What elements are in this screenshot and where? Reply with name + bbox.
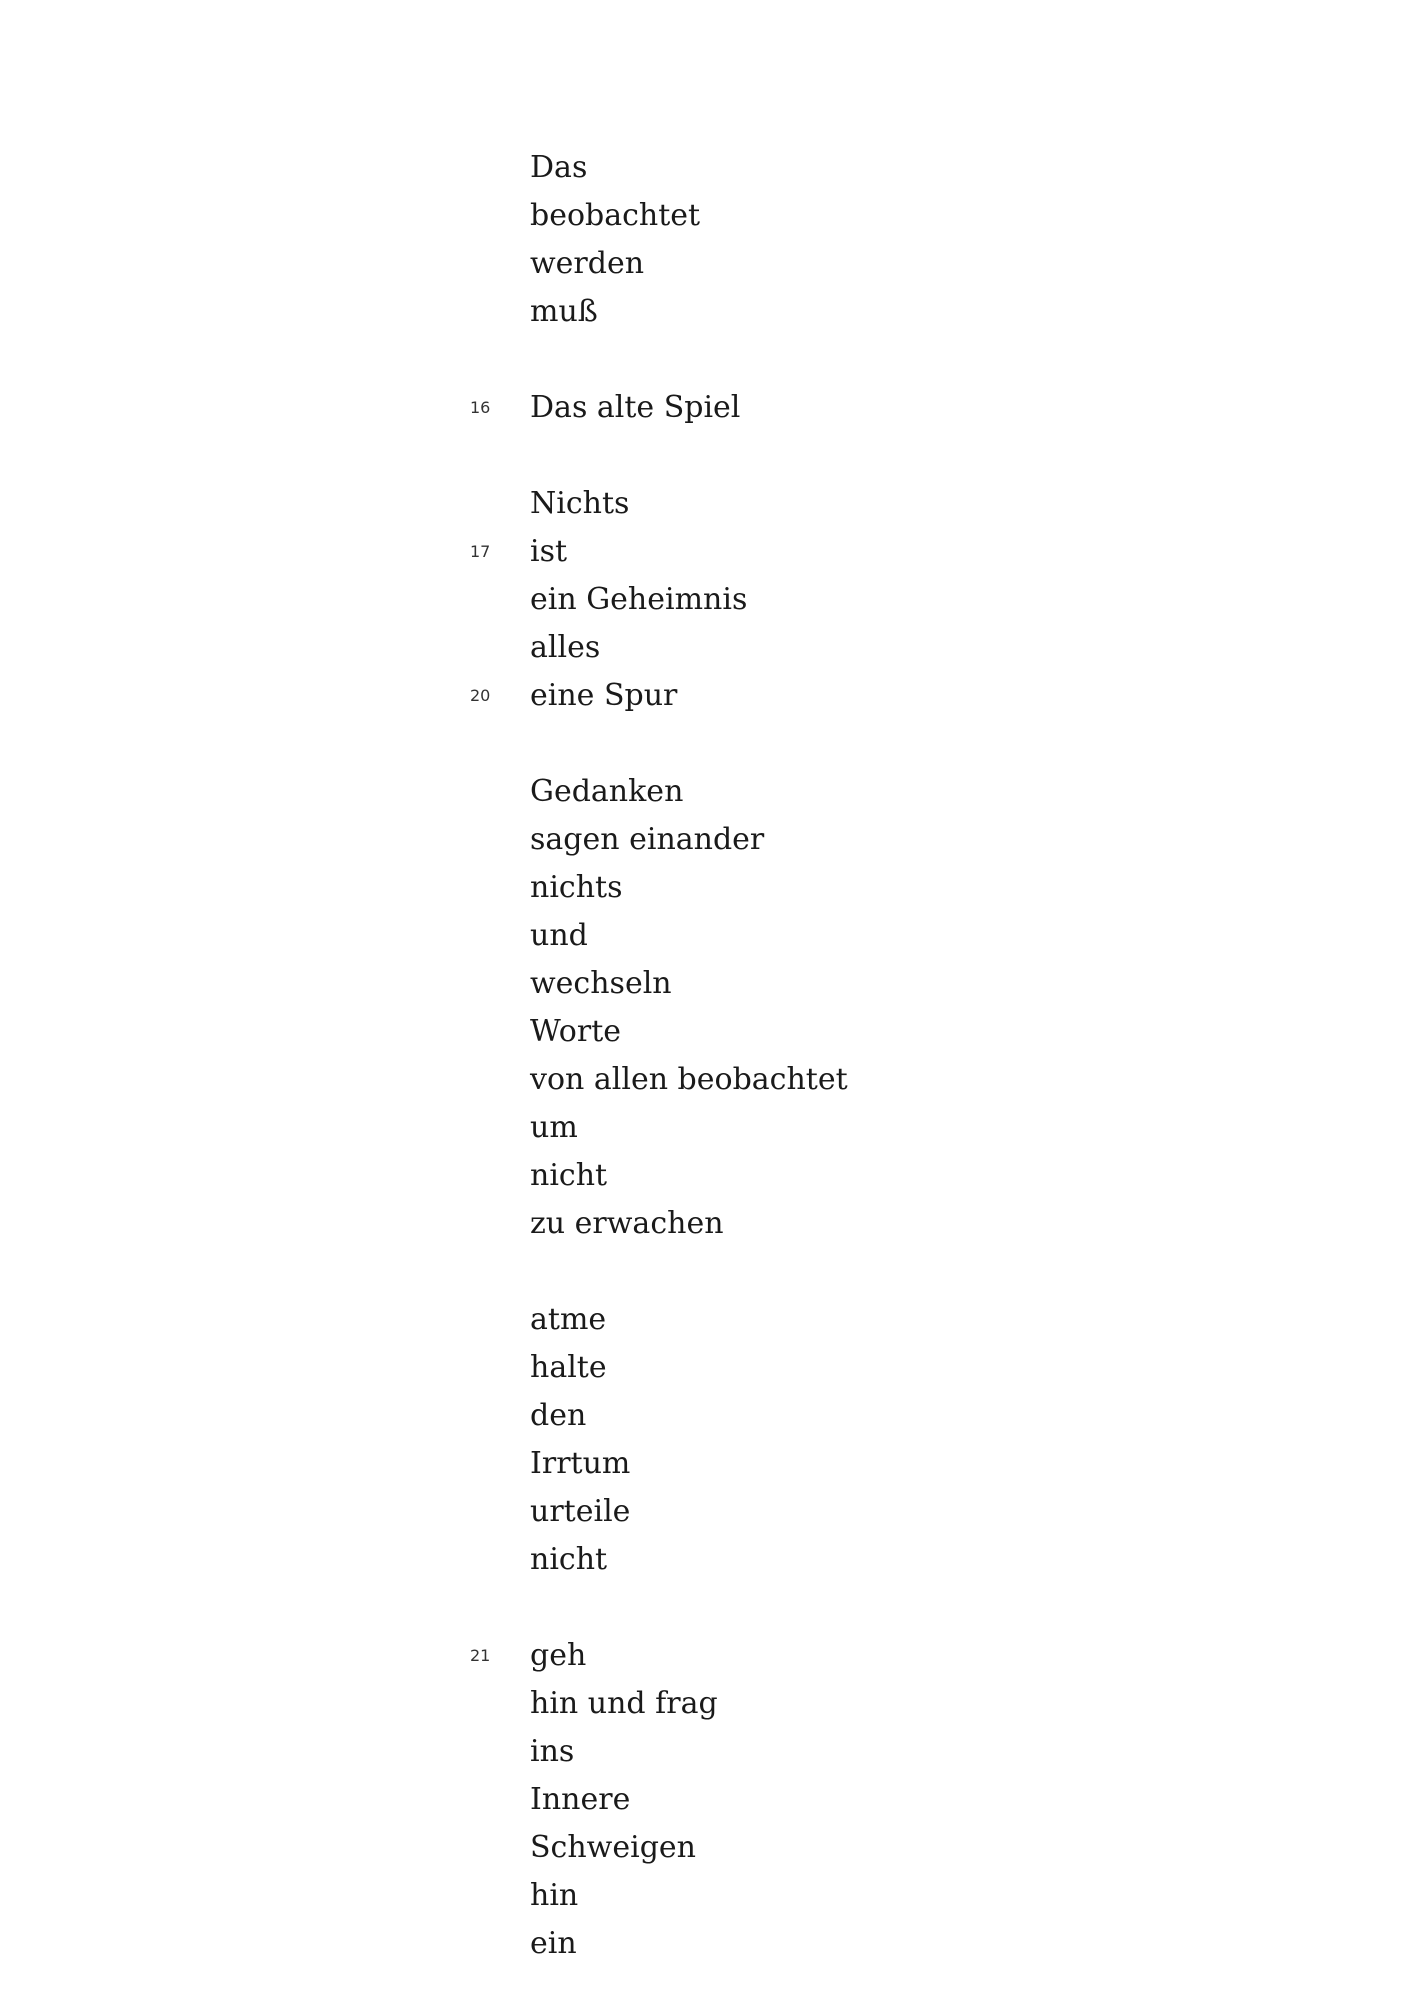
poem-line bbox=[470, 960, 1170, 1008]
poem-line bbox=[470, 1152, 1170, 1200]
poem-line bbox=[470, 384, 1170, 432]
line-text: beobachtet bbox=[530, 198, 701, 233]
poem-line bbox=[470, 1632, 1170, 1680]
poem-line bbox=[470, 1536, 1170, 1584]
line-text: Gedanken bbox=[530, 774, 684, 809]
poem-line bbox=[470, 672, 1170, 720]
stanza bbox=[470, 1296, 1170, 1584]
stanza bbox=[470, 768, 1170, 1248]
poem-line bbox=[470, 1344, 1170, 1392]
stanza-break bbox=[470, 720, 1170, 768]
line-text: sagen einander bbox=[530, 822, 765, 857]
poem-line bbox=[470, 1440, 1170, 1488]
line-number: 20 bbox=[470, 686, 491, 705]
poem-line bbox=[470, 480, 1170, 528]
line-text: ist bbox=[530, 534, 568, 569]
line-text: urteile bbox=[530, 1494, 631, 1529]
line-number: 21 bbox=[470, 1646, 491, 1665]
line-text: hin und frag bbox=[530, 1686, 718, 1721]
poem-line bbox=[470, 576, 1170, 624]
line-text: ein bbox=[530, 1926, 577, 1961]
line-text: wechseln bbox=[530, 966, 672, 1001]
line-text: eine Spur bbox=[530, 678, 678, 713]
poem-text bbox=[470, 144, 1170, 1968]
stanza-break bbox=[470, 1248, 1170, 1296]
poem-line bbox=[470, 1824, 1170, 1872]
line-text: Das alte Spiel bbox=[530, 390, 741, 425]
line-text: halte bbox=[530, 1350, 607, 1385]
poem-line bbox=[470, 1872, 1170, 1920]
poem-line bbox=[470, 1008, 1170, 1056]
line-text: ins bbox=[530, 1734, 575, 1769]
line-text: den bbox=[530, 1398, 587, 1433]
line-text: hin bbox=[530, 1878, 579, 1913]
line-text: ein Geheimnis bbox=[530, 582, 748, 617]
poem-line bbox=[470, 288, 1170, 336]
poem-line bbox=[470, 816, 1170, 864]
line-text: Nichts bbox=[530, 486, 630, 521]
poem-line bbox=[470, 912, 1170, 960]
line-text: geh bbox=[530, 1638, 587, 1673]
line-text: und bbox=[530, 918, 588, 953]
line-text: Innere bbox=[530, 1782, 631, 1817]
poem-line bbox=[470, 1680, 1170, 1728]
line-text: muß bbox=[530, 294, 598, 329]
stanza bbox=[470, 144, 1170, 336]
poem-line bbox=[470, 864, 1170, 912]
line-text: um bbox=[530, 1110, 578, 1145]
line-text: von allen beobachtet bbox=[530, 1062, 848, 1097]
poem-line bbox=[470, 1776, 1170, 1824]
line-text: zu erwachen bbox=[530, 1206, 724, 1241]
line-text: Worte bbox=[530, 1014, 622, 1049]
poem-line bbox=[470, 144, 1170, 192]
poem-line bbox=[470, 1488, 1170, 1536]
poem-line bbox=[470, 1200, 1170, 1248]
poem-line bbox=[470, 240, 1170, 288]
line-number: 17 bbox=[470, 542, 491, 561]
line-text: Irrtum bbox=[530, 1446, 631, 1481]
stanza bbox=[470, 1632, 1170, 1968]
line-number: 16 bbox=[470, 398, 491, 417]
poem-line bbox=[470, 1392, 1170, 1440]
line-text: Das bbox=[530, 150, 588, 185]
line-text: nicht bbox=[530, 1542, 608, 1577]
poem-line bbox=[470, 1920, 1170, 1968]
poem-line bbox=[470, 1296, 1170, 1344]
poem-line bbox=[470, 192, 1170, 240]
stanza-break bbox=[470, 1584, 1170, 1632]
stanza bbox=[470, 384, 1170, 432]
poem-line bbox=[470, 1728, 1170, 1776]
line-text: nicht bbox=[530, 1158, 608, 1193]
stanza-break bbox=[470, 336, 1170, 384]
line-text: atme bbox=[530, 1302, 607, 1337]
line-text: Schweigen bbox=[530, 1830, 696, 1865]
poem-line bbox=[470, 624, 1170, 672]
line-text: werden bbox=[530, 246, 645, 281]
poem-line bbox=[470, 528, 1170, 576]
poem-line bbox=[470, 768, 1170, 816]
line-text: nichts bbox=[530, 870, 623, 905]
stanza bbox=[470, 480, 1170, 720]
line-text: alles bbox=[530, 630, 601, 665]
poem-line bbox=[470, 1104, 1170, 1152]
poem-line bbox=[470, 1056, 1170, 1104]
stanza-break bbox=[470, 432, 1170, 480]
